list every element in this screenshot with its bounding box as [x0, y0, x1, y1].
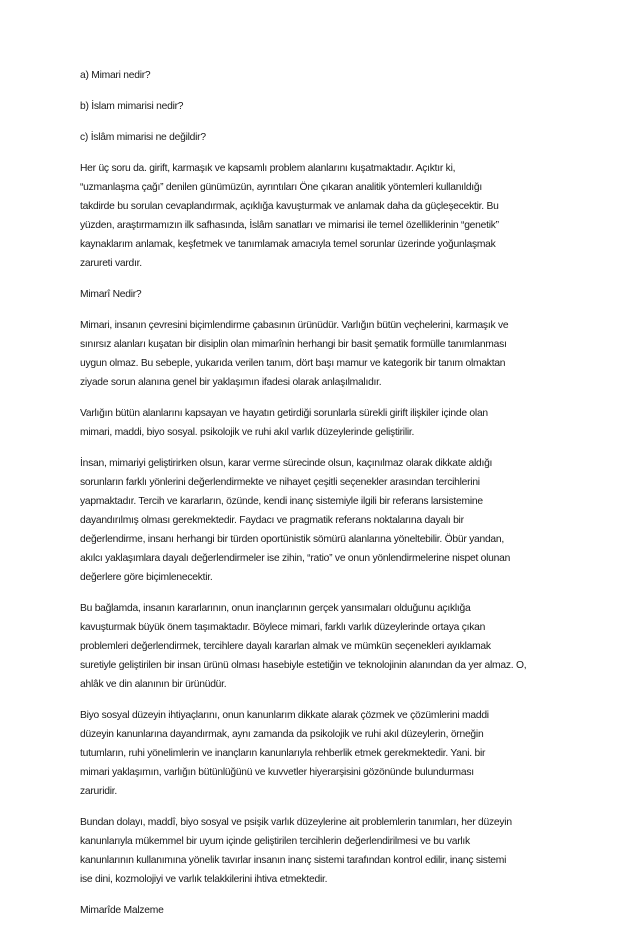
paragraph-insan: İnsan, mimariyi geliştirirken olsun, karar verme sürecinde olsun, kaçınılmaz olarak dikkate aldığı sorunların farklı yönlerini değerlendirmekte ve nihayet çeşitli seçenekler arasından tercihlerini yapmaktadır. Tercih ve kararların, özünde, kendi inanç sistemiyle ilgili bir referans larsistemine dayandırılmış olması gerekmektedir. Faydacı ve pragmatik referans noktalarına dayalı bir değerlendirme, insanı herhangi bir türden oportünistik sömürü alanlarına yöneltebilir. Öbür yandan, akılcı yaklaşımlara dayalı değerlendirmeler ise zihin, “ratio” ve onun yönlendirmelerine nispet olunan değerlere göre biçimlenecektir.: [80, 458, 511, 583]
paragraph-definition: Mimari, insanın çevresini biçimlendirme çabasının ürünüdür. Varlığın bütün veçhelerini, karmaşık ve sınırsız alanları kuşatan bir disiplin olan mimarînin herhangi bir basit şematik formülle tanımlanması uygun olmaz. Bu sebeple, yukarıda verilen tanım, dört başı mamur ve kategorik bir tanım olmaktan ziyade sorun alanına genel bir yaklaşımın ifadesi olarak anlaşılmalıdır.: [80, 320, 509, 388]
section-heading-malzeme: Mimarîde Malzeme: [80, 905, 164, 916]
paragraph-biyososyal: Biyo sosyal düzeyin ihtiyaçlarını, onun kanunlarım dikkate alarak çözmek ve çözümlerini maddi düzeyin kanunlarına dayandırmak, aynı zamanda da psikolojik ve ruhi akıl düzeylerin, örneğin tutumların, ruhi yönelimlerin ve inançların kanunlarıyla rehberlik etmek gerekmektedir. Yani. bir mimari yaklaşımın, varlığın bütünlüğünü ve kuvvetler hiyerarşisini gözönünde bulundurması zaruridir.: [80, 710, 489, 797]
question-a: a) Mimari nedir?: [80, 70, 151, 81]
intro-paragraph: Her üç soru da. girift, karmaşık ve kapsamlı problem alanlarını kuşatmaktadır. Açıktır ki, “uzmanlaşma çağı” denilen günümüzün, ayrıntıları Öne çıkaran analitik yöntemleri kullanıldığı takdirde bu sorulan cevaplandırmak, açıklığa kavuşturmak ve anlamak daha da güçleşecektir. Bu yüzden, araştırmamızın ilk safhasında, İslâm sanatları ve mimarisi ile temel özelliklerinin “genetik” kaynaklarım anlamak, keşfetmek ve tanımlamak amacıyla temel sorunlar üzerinde yoğunlaşmak zarureti vardır.: [80, 163, 499, 269]
question-b: b) İslam mimarisi nedir?: [80, 101, 184, 112]
document-body: [80, 66, 566, 932]
question-c: c) İslâm mimarisi ne değildir?: [80, 132, 206, 143]
paragraph-baglam: Bu bağlamda, insanın kararlarının, onun inançlarının gerçek yansımaları olduğunu açıklığa kavuşturmak büyük önem taşımaktadır. Böylece mimari, farklı varlık düzeylerinde ortaya çıkan problemleri değerlendirmek, tercihlere dayalı kararlan almak ve mümkün seçenekleri ayıklamak suretiyle geliştirilen bir insan ürünü olması hasebiyle estetiğin ve teknolojinin alanından da yer almaz. O, ahlâk ve din alanının bir ürünüdür.: [80, 603, 527, 690]
paragraph-varlik: Varlığın bütün alanlarını kapsayan ve hayatın getirdiği sorunlarla sürekli girift ilişkiler içinde olan mimari, maddi, biyo sosyal. psikolojik ve ruhi akıl varlık düzeylerinde geliştirilir.: [80, 408, 488, 438]
section-heading-mimari-nedir: Mimarî Nedir?: [80, 289, 142, 300]
paragraph-bundan-dolayi: Bundan dolayı, maddî, biyo sosyal ve psişik varlık düzeylerine ait problemlerin tanımları, her düzeyin kanunlarıyla mükemmel bir uyum içinde geliştirilen tercihlerin değerlendirilmesi ve bu varlık kanunlarının kullanımına yönelik tavırlar insanın inanç sistemi tarafından kontrol edilir, inanç sistemi ise dini, kozmolojiyi ve varlık telakkilerini ihtiva etmektedir.: [80, 817, 512, 885]
